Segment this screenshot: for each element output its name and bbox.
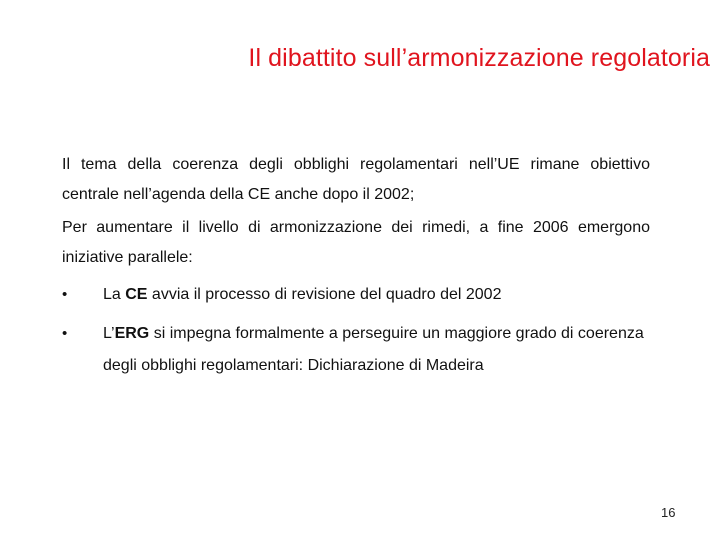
bullet-dot-icon: • <box>62 286 68 303</box>
bullet-text: si impegna formalmente a perseguire un maggiore grado di coerenza degli obblighi regolamentari: Dichiarazione di Madeira <box>103 325 644 374</box>
paragraph-harmonization: Per aumentare il livello di armonizzazione dei rimedi, a fine 2006 emergono iniziative parallele: <box>62 219 650 266</box>
bullet-bold-term: CE <box>125 286 148 303</box>
bullet-item-erg <box>62 318 650 382</box>
slide-body <box>62 150 650 389</box>
bullet-prefix: La <box>103 286 126 303</box>
bullet-dot-icon: • <box>62 325 68 342</box>
bullet-list <box>62 279 650 382</box>
bullet-prefix: L’ <box>103 325 115 342</box>
bullet-item-ce <box>62 279 650 311</box>
paragraph-coherence: Il tema della coerenza degli obblighi regolamentari nell’UE rimane obiettivo centrale nell’agenda della CE anche dopo il 2002; <box>62 156 650 203</box>
slide-title: Il dibattito sull’armonizzazione regolatoria <box>248 44 710 72</box>
bullet-bold-term: ERG <box>114 325 150 342</box>
page-number: 16 <box>661 505 676 520</box>
bullet-text: avvia il processo di revisione del quadro del 2002 <box>147 286 502 303</box>
